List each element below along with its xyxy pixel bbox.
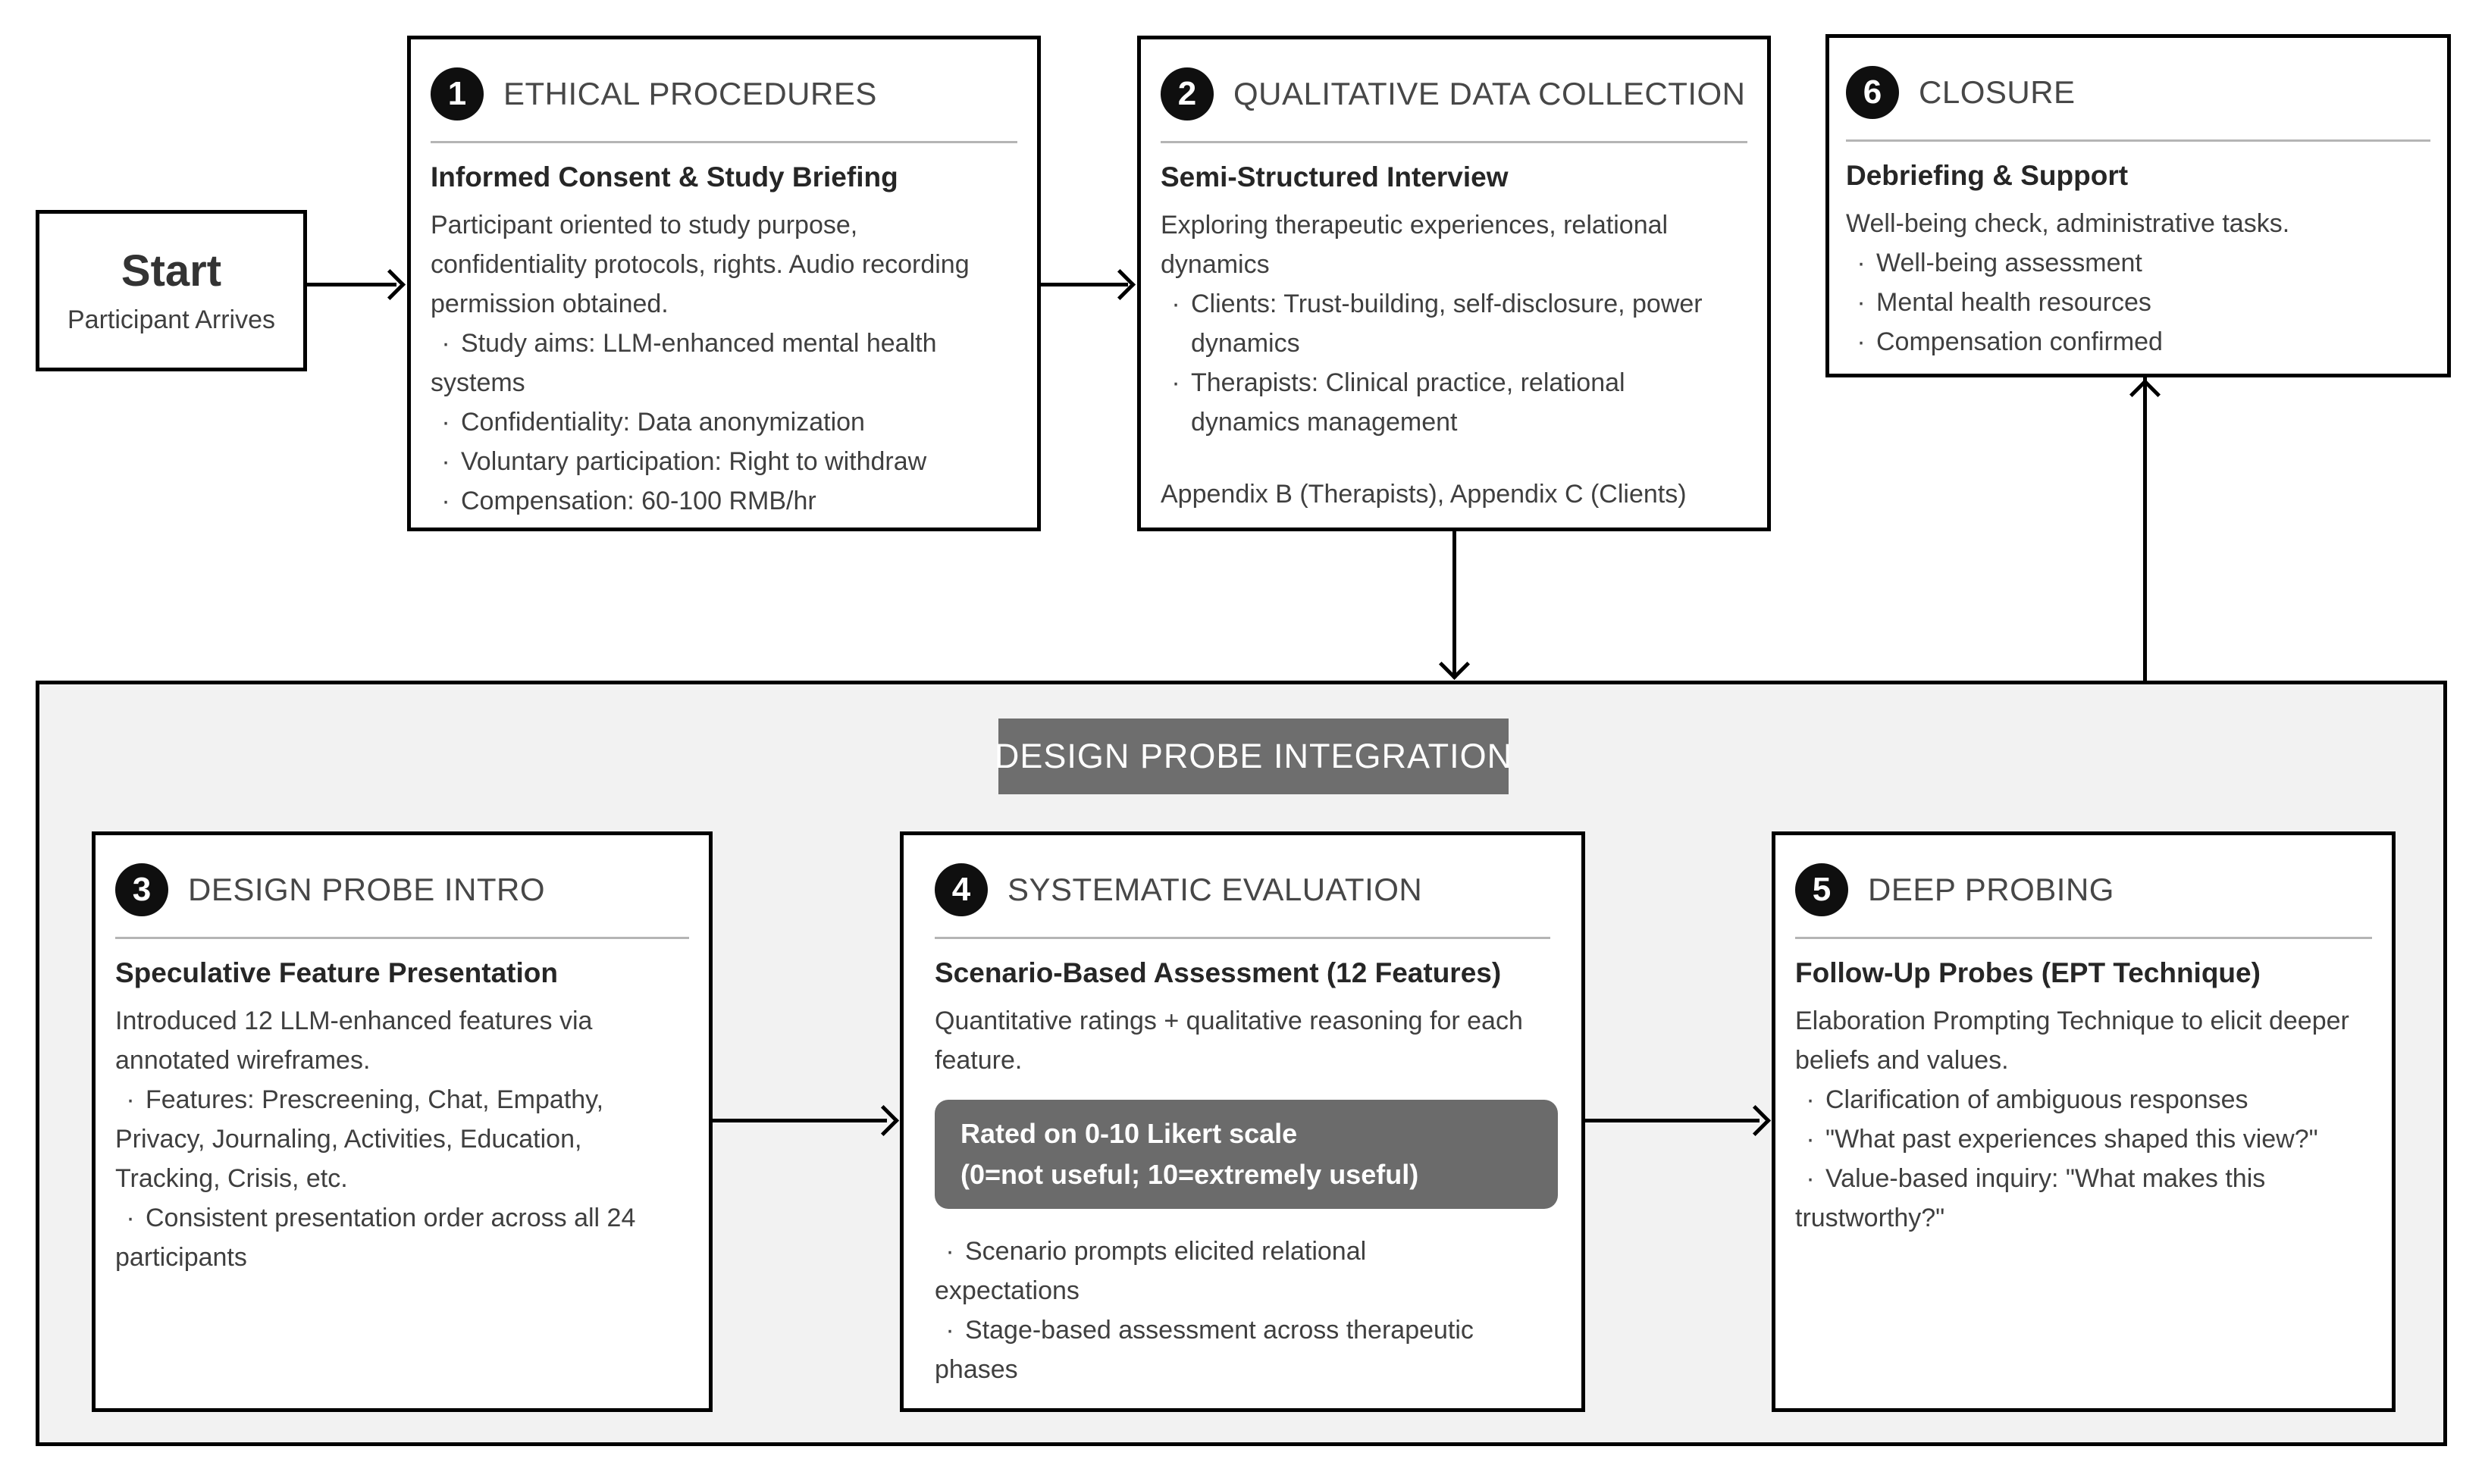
bullet-item: · Scenario prompts elicited relational expectations (935, 1232, 1496, 1310)
node-subtitle: Informed Consent & Study Briefing (431, 161, 898, 193)
bullet-dot: · (1806, 1125, 1815, 1154)
bullet-item: · Well-being assessment (1846, 243, 2430, 283)
flow-node-ethical-procedures (407, 36, 1041, 531)
appendix-note: Appendix B (Therapists), Appendix C (Clients) (1161, 480, 1687, 509)
bullet-item: · Therapists: Clinical practice, relational dynamics management (1161, 363, 1747, 442)
bullet-dot: · (945, 1316, 954, 1345)
node-intro: Participant oriented to study purpose, confidentiality protocols, rights. Audio recording permission obtained. (431, 211, 970, 318)
node-subtitle: Semi-Structured Interview (1161, 161, 1509, 193)
step-6-badge: 6 (1846, 66, 1899, 119)
arrow-probe-intro-to-systematic (713, 1119, 887, 1122)
arrowhead-right-icon (1105, 269, 1136, 300)
flow-node-qualitative-data-collection (1137, 36, 1771, 531)
bullet-item: · "What past experiences shaped this view?" (1795, 1119, 2356, 1159)
divider (1161, 141, 1747, 143)
step-4-badge: 4 (935, 863, 988, 916)
flow-node-start (36, 210, 307, 371)
node-header (1161, 67, 1747, 121)
divider (935, 937, 1550, 939)
node-title: ETHICAL PROCEDURES (503, 76, 877, 111)
bullet-dot: · (1171, 368, 1180, 397)
bullet-item: · Compensation confirmed (1846, 322, 2430, 362)
node-intro: Well-being check, administrative tasks. (1846, 209, 2290, 238)
node-title: CLOSURE (1919, 74, 2076, 110)
arrowhead-down-icon (1439, 649, 1470, 680)
bullet-item: · Clarification of ambiguous responses (1795, 1080, 2356, 1119)
node-intro: Quantitative ratings + qualitative reasoning for each feature. (935, 1007, 1523, 1075)
node-header (115, 863, 689, 917)
arrowhead-up-icon (2129, 379, 2161, 410)
arrow-systematic-to-deep (1585, 1119, 1760, 1122)
bullet-dot: · (441, 447, 450, 476)
node-title: DESIGN PROBE INTRO (188, 872, 546, 907)
step-3-badge: 3 (115, 863, 168, 916)
flow-node-closure (1825, 34, 2451, 377)
bullet-dot: · (1171, 290, 1180, 318)
bullet-dot: · (1857, 327, 1866, 356)
step-5-badge: 5 (1795, 863, 1848, 916)
bullet-item: · Clients: Trust-building, self-disclosure, power dynamics (1161, 284, 1747, 363)
node-header (1846, 65, 2430, 120)
node-subtitle: Debriefing & Support (1846, 160, 2129, 191)
divider (1795, 937, 2372, 939)
start-title: Start (121, 246, 222, 296)
bullet-dot: · (1857, 249, 1866, 277)
arrow-container-to-closure (2143, 377, 2147, 681)
node-intro: Elaboration Prompting Technique to elicit deeper beliefs and values. (1795, 1007, 2349, 1075)
flow-node-systematic-evaluation (900, 831, 1585, 1412)
flow-node-deep-probing (1772, 831, 2396, 1412)
design-probe-integration-label: DESIGN PROBE INTEGRATION (998, 719, 1509, 794)
node-header (431, 67, 1017, 121)
bullet-item: · Value-based inquiry: "What makes this trustworthy?" (1795, 1159, 2356, 1238)
node-title: SYSTEMATIC EVALUATION (1007, 872, 1423, 907)
likert-scale-callout (935, 1100, 1558, 1209)
bullet-dot: · (1857, 288, 1866, 317)
bullet-item: · Compensation: 60-100 RMB/hr (431, 481, 999, 521)
bullet-dot: · (1806, 1085, 1815, 1114)
node-intro: Introduced 12 LLM-enhanced features via annotated wireframes. (115, 1007, 593, 1075)
divider (431, 141, 1017, 143)
bullet-dot: · (945, 1237, 954, 1266)
bullet-dot: · (126, 1085, 135, 1114)
likert-line-2: (0=not useful; 10=extremely useful) (960, 1159, 1419, 1190)
bullet-dot: · (441, 487, 450, 515)
bullet-dot: · (126, 1204, 135, 1232)
bullet-item: · Voluntary participation: Right to withdraw (431, 442, 999, 481)
divider (1846, 139, 2430, 142)
node-header (935, 863, 1550, 917)
bullet-item: · Mental health resources (1846, 283, 2430, 322)
node-title: DEEP PROBING (1868, 872, 2114, 907)
flow-node-design-probe-intro (92, 831, 713, 1412)
divider (115, 937, 689, 939)
likert-line-1: Rated on 0-10 Likert scale (960, 1118, 1298, 1149)
bullet-dot: · (441, 408, 450, 437)
bullet-dot: · (1806, 1164, 1815, 1193)
bullet-item: · Confidentiality: Data anonymization (431, 402, 999, 442)
bullet-item: · Features: Prescreening, Chat, Empathy, Privacy, Journaling, Activities, Education, Tracking, Crisis, etc. (115, 1080, 680, 1198)
node-intro: Exploring therapeutic experiences, relational dynamics (1161, 211, 1669, 279)
node-subtitle: Speculative Feature Presentation (115, 957, 558, 988)
bullet-list (935, 1232, 1550, 1389)
node-subtitle: Follow-Up Probes (EPT Technique) (1795, 957, 2261, 988)
node-header (1795, 863, 2372, 917)
arrowhead-right-icon (374, 269, 406, 300)
bullet-item: · Consistent presentation order across all 24 participants (115, 1198, 680, 1277)
bullet-item: · Study aims: LLM-enhanced mental health systems (431, 324, 999, 402)
node-subtitle: Scenario-Based Assessment (12 Features) (935, 957, 1502, 988)
node-title: QUALITATIVE DATA COLLECTION (1233, 76, 1746, 111)
step-1-badge: 1 (431, 67, 484, 121)
bullet-dot: · (441, 329, 450, 358)
step-2-badge: 2 (1161, 67, 1214, 121)
start-subtitle: Participant Arrives (67, 305, 275, 334)
bullet-item: · Stage-based assessment across therapeutic phases (935, 1310, 1496, 1389)
